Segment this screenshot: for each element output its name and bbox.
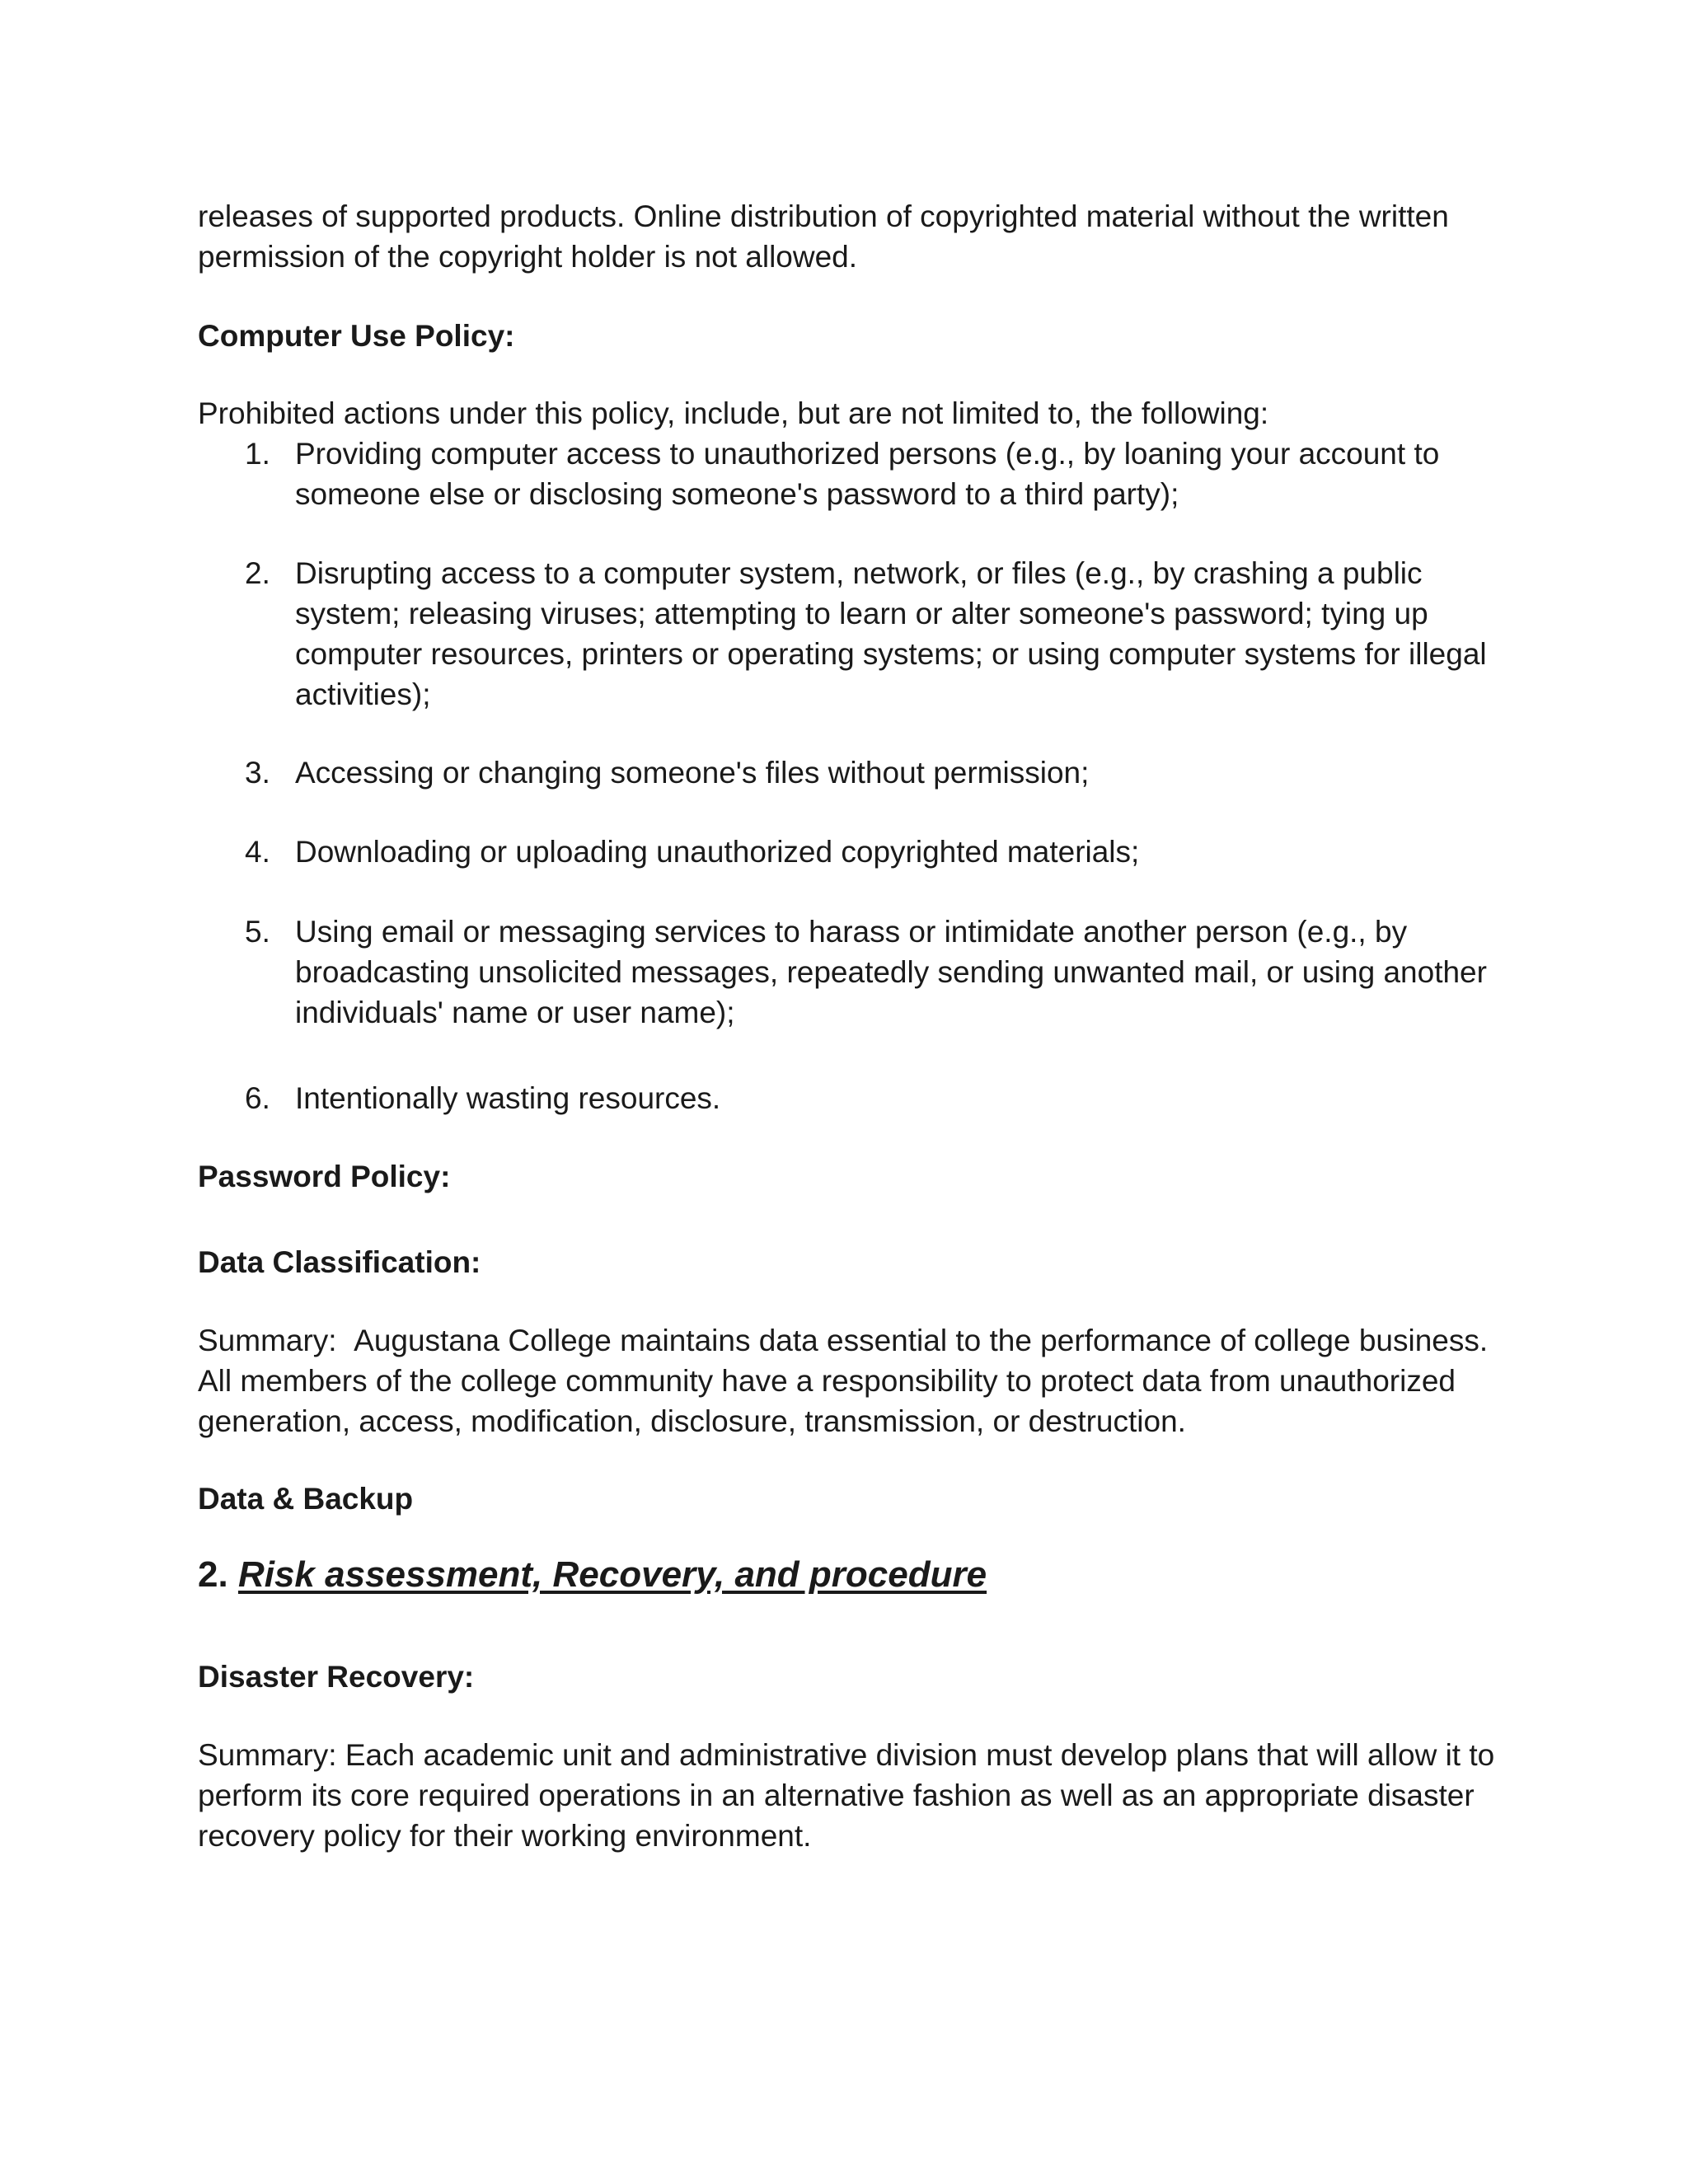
data-classification-summary: [198, 1320, 1500, 1441]
list-item-number: 4.: [245, 835, 270, 869]
section-2-title: [198, 1552, 987, 1598]
list-item-number: 3.: [245, 756, 270, 790]
disaster-recovery-summary: Summary: Each academic unit and administrative division must develop plans that will allow it to perform its core required operations in an alternative fashion as well as an appropriate disaster recovery policy for their working environment.: [198, 1738, 1495, 1853]
intro-paragraph: releases of supported products. Online distribution of copyrighted material without the written permission of the copyright holder is not allowed.: [198, 199, 1449, 274]
list-item-number: 5.: [245, 915, 270, 949]
section-number: 2.: [198, 1554, 228, 1595]
data-classification-heading: Data Classification:: [198, 1245, 481, 1279]
list-item-text: Using email or messaging services to harass or intimidate another person (e.g., by broadcasting unsolicited messages, repeatedly sending unwanted mail, or using another individuals' name or user name);: [295, 915, 1487, 1029]
section-title-text: Risk assessment, Recovery, and procedure: [237, 1554, 987, 1595]
list-item-number: 2.: [245, 556, 270, 590]
summary-label: Summary:: [198, 1324, 337, 1357]
list-item-text: Providing computer access to unauthorized persons (e.g., by loaning your account to someone else or disclosing someone's password to a third party);: [295, 437, 1440, 511]
data-backup-heading: Data & Backup: [198, 1482, 414, 1516]
computer-use-heading: Computer Use Policy:: [198, 319, 515, 353]
list-item-number: 6.: [245, 1081, 270, 1115]
password-policy-heading: Password Policy:: [198, 1160, 451, 1193]
list-item-text: Accessing or changing someone's files without permission;: [295, 756, 1090, 790]
list-item-number: 1.: [245, 437, 270, 471]
computer-use-lead: Prohibited actions under this policy, include, but are not limited to, the following:: [198, 396, 1269, 430]
list-item-text: Disrupting access to a computer system, network, or files (e.g., by crashing a public system; releasing viruses; attempting to learn or alter someone's password; tying up computer resources, printers or operating systems; or using computer systems for illegal activities);: [295, 556, 1487, 711]
summary-text: Augustana College maintains data essential to the performance of college business. All members of the college community have a responsibility to protect data from unauthorized generation, access, modification, disclosure, transmission, or destruction.: [198, 1324, 1489, 1438]
list-item-text: Intentionally wasting resources.: [295, 1081, 721, 1115]
disaster-recovery-heading: Disaster Recovery:: [198, 1660, 475, 1694]
list-item-text: Downloading or uploading unauthorized copyrighted materials;: [295, 835, 1140, 869]
